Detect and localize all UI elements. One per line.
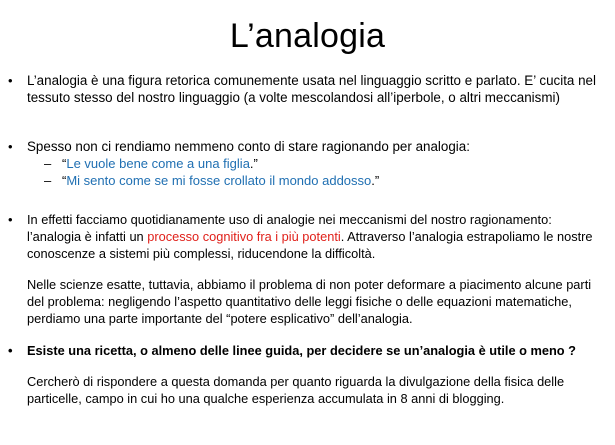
slide-content — [0, 72, 615, 407]
paragraph-exact-sciences: Nelle scienze esatte, tuttavia, abbiamo il problema di non poter deformare a piacimento alcune parti del problema: negligendo l’aspetto quantitativo delle leggi fisiche o delle equazioni matematiche, perdiamo una parte importante del “potere esplicativo” dell’analogia. — [27, 277, 592, 326]
bullet-cognitive-process — [0, 211, 615, 262]
paragraph-particle-physics: Cercherò di rispondere a questa domanda per quanto riguarda la divulgazione della fisica delle particelle, campo in cui ho una qualche esperienza accumulata in 8 anni di blogging. — [27, 374, 565, 406]
bullet-text: Spesso non ci rendiamo nemmeno conto di stare ragionando per analogia: — [27, 139, 470, 154]
bullet-question — [0, 342, 615, 359]
quote-open: “ — [62, 173, 67, 188]
dash-icon: – — [44, 156, 52, 171]
quote-close: .” — [249, 156, 258, 171]
bullet-dot-icon: • — [8, 139, 13, 154]
bullet-dot-icon: • — [8, 343, 13, 358]
bullet-text: L’analogia è una figura retorica comunemente usata nel linguaggio scritto e parlato. E’ cucita nel tessuto stesso del nostro linguaggio (a volte mescolandosi all’iperbole, o altri meccanismi) — [27, 73, 596, 105]
example-quote: Mi sento come se mi fosse crollato il mondo addosso — [66, 173, 372, 188]
bullet-dot-icon: • — [8, 73, 13, 88]
dash-icon: – — [44, 173, 52, 188]
bullet-reasoning-by-analogy — [0, 138, 615, 155]
bullet-text: Esiste una ricetta, o almeno delle linee guida, per decidere se un’analogia è utile o meno ? — [27, 343, 576, 358]
sub-bullet-example-2 — [0, 172, 615, 189]
quote-open: “ — [62, 156, 67, 171]
slide-title: L’analogia — [229, 17, 386, 55]
bullet-text-after: . Attraverso l’analogia estrapoliamo le nostre conoscenze a sistemi più complessi, riducendone la difficoltà. — [27, 229, 593, 261]
bullet-dot-icon: • — [8, 212, 13, 227]
bullet-analogia-definition — [0, 72, 615, 106]
sub-bullet-example-1 — [0, 155, 615, 172]
quote-close: .” — [371, 173, 380, 188]
highlight-text: processo cognitivo fra i più potenti — [147, 229, 341, 244]
example-quote: Le vuole bene come a una figlia — [66, 156, 250, 171]
bullet-text-before: In effetti facciamo quotidianamente uso di analogie nei meccanismi del nostro ragionamento: l’analogia è infatti un — [27, 212, 552, 244]
